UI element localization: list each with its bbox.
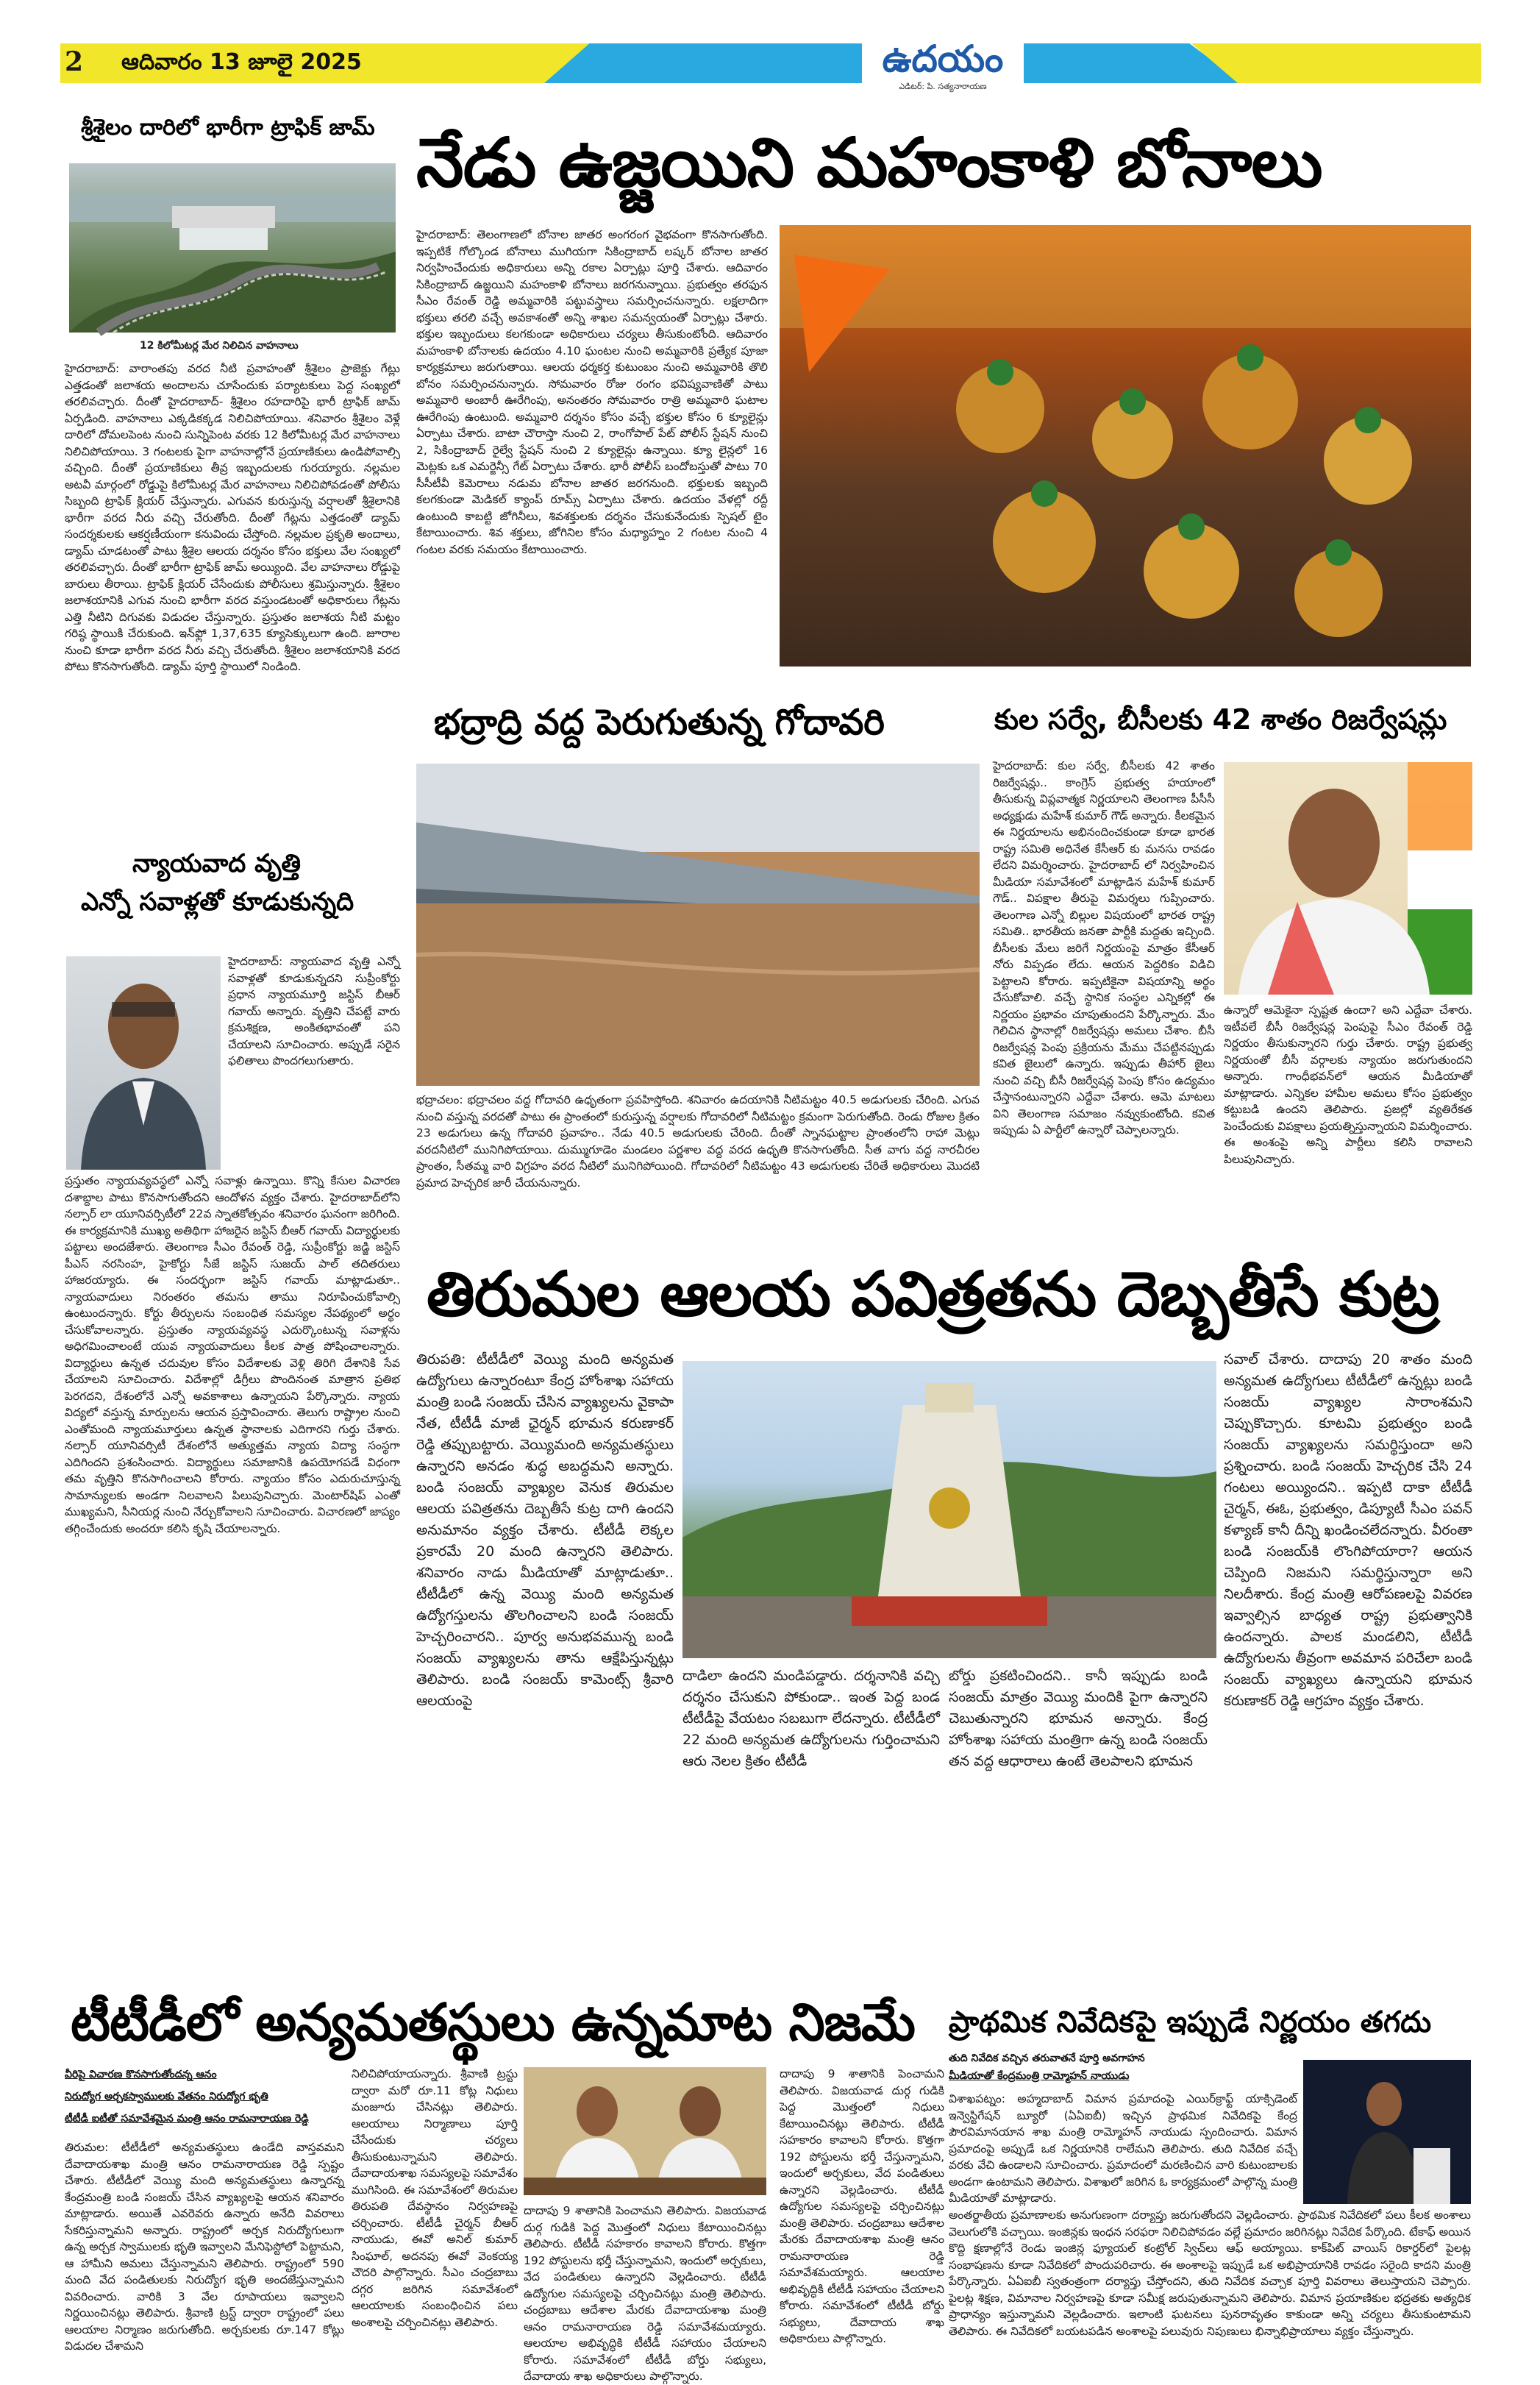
traffic-photo xyxy=(69,163,396,333)
tirumala-col4: సవాల్ చేశారు. దాదాపు 20 శాతం మంది అన్యమత ఉద్యోగులు టీటీడీలో ఉన్నట్లు బండి సంజయ్ వ్యాఖ్యల సారాంశమని చెప్పుకొచ్చారు. కూటమి ప్రభుత్వం బండి సంజయ్ వ్యాఖ్యలను సమర్థిస్తుందా అని ప్రశ్నించారు. బండి సంజయ్ హెచ్చరిక చేసి 24 గంటలు అయ్యిందని.. ఇప్పటి దాకా టీటీడీ చైర్మన్, ఈఓ, ప్రభుత్వం, డిప్యూటీ సీఎం పవన్ కళ్యాణ్ కానీ దీన్ని ఖండించలేదన్నారు. వీరంతా బండి సంజయ్‌కి లొంగిపోయారా? ఆయన చెప్పింది నిజమని సమర్థిస్తున్నారా అని నిలదీశారు. కేంద్ర మంత్రి ఆరోపణలపై వివరణ ఇవ్వాల్సిన బాధ్యత రాష్ట్ర ప్రభుత్వానికి ఉందన్నారు. పాలక మండలిని, టీటీడీ ఉద్యోగులను తీవ్రంగా అవమాన పరిచేలా బండి సంజయ్ వ్యాఖ్యలు ఉన్నాయని భూమన కరుణాకర్ రెడ్డి ఆగ్రహం వ్యక్తం చేశారు. xyxy=(1224,1351,1472,1709)
person-illustration xyxy=(66,956,221,1170)
ttd-photo xyxy=(524,2067,766,2195)
report-photo xyxy=(1303,2060,1471,2204)
page-number: 2 xyxy=(65,46,84,77)
masthead xyxy=(0,38,1540,91)
report-body-top: విశాఖపట్నం: అహ్మదాబాద్ విమాన ప్రమాదంపై ఎయిర్‌క్రాఫ్ట్ యాక్సిడెంట్ ఇన్వెస్టిగేషన్ బ్యూరో (ఏఏఐబీ) ఇచ్చిన ప్రాథమిక నివేదికపై కేంద్ర పౌరవిమానయాన శాఖ మంత్రి రామ్మోహన్ నాయుడు స్పందించారు. విమాన ప్రమాదంపై అప్పుడే ఒక నిర్ణయానికి రాలేమని తెలిపారు. తుది నివేదిక వచ్చే వరకు వేచి ఉండాలని సూచించారు. ప్రమాదంలో మరణించిన వారి కుటుంబాలకు అండగా ఉంటామని తెలిపారు. విశాఖలో జరిగిన ఓ కార్యక్రమంలో పాల్గొన్న మంత్రి మీడియాతో మాట్లాడారు. xyxy=(949,2092,1297,2205)
temple-illustration xyxy=(682,1361,1216,1658)
barrage-illustration xyxy=(416,764,980,1086)
ttd-col1: తిరుమల: టీటీడీలో అన్యమతస్థులు ఉండేది వాస్తవమని దేవాదాయశాఖ మంత్రి ఆనం రామనారాయణ రెడ్డి స్పష్టం చేశారు. టీటీడీలో వెయ్యి మంది అన్యమతస్థులు ఉన్నారన్న కేంద్రమంత్రి బండి సంజయ్ చేసిన వ్యాఖ్యలపై ఆయన శనివారం మాట్లాడారు. అయితే ఎవరెవరు ఉన్నారు అనేది వివరాలు సేకరిస్తున్నామని అన్నారు. రాష్ట్రంలో అర్చక నిరుద్యోగులుగా ఉన్న అర్చక స్వాములకు భృతి ఇవ్వాలని మేనిఫెస్టోలో పెట్టామని, ఆ హామీని అమలు చేస్తున్నామని తెలిపారు. రాష్ట్రంలో 590 మంది వేద పండితులకు నిరుద్యోగ భృతి అందజేస్తున్నామని వివరించారు. వారికి 3 వేల రూపాయలు ఇవ్వాలని నిర్ణయించినట్లు తెలిపారు. శ్రీవాణి ట్రస్ట్ ద్వారా రాష్ట్రంలో పలు ఆలయాల నిర్మాణం జరుగుతోంది. అర్చకులకు రూ.147 కోట్లు విడుదల చేశామని xyxy=(65,2141,344,2353)
ttd-headline: టీటీడీలో అన్యమతస్థులు ఉన్నమాట నిజమే xyxy=(71,1992,915,2052)
tirumala-photo xyxy=(682,1361,1216,1658)
lawyer-photo xyxy=(66,956,221,1170)
ttd-kicker2: నిరుద్యోగ అర్చకస్వాములకు వేతనం నిరుద్యోగ భృతి xyxy=(65,2091,268,2103)
ttd-col2: నిలిచిపోయాయన్నారు. శ్రీవాణి ట్రస్టు ద్వారా మరో రూ.11 కోట్ల నిధులు మంజూరు చేసినట్లు తెలిపారు. ఆలయాలు నిర్మాణాలు పూర్తి చేసేందుకు చర్యలు తీసుకుంటున్నామని తెలిపారు. దేవాదాయశాఖ సమస్యలపై సమావేశం ముగిసింది. ఈ సమావేశంలో తిరుమల తిరుపతి దేవస్థానం నిర్వహణపై చర్చించారు. టీటీడీ చైర్మన్ బీఆర్ నాయుడు, ఈవో అనిల్ కుమార్ సింఘాల్, అదనపు ఈవో వెంకయ్య చౌదరి పాల్గొన్నారు. సీఎం చంద్రబాబు దగ్గర జరిగిన సమావేశంలో ఆలయాలకు సంబంధించిన పలు అంశాలపై చర్చించినట్లు తెలిపారు. xyxy=(352,2067,518,2329)
traffic-photo-caption: 12 కిలోమీటర్ల మేర నిలిచిన వాహనాలు xyxy=(140,340,299,352)
bonalu-body: హైదరాబాద్: తెలంగాణలో బోనాల జాతర అంగరంగ వైభవంగా కొనసాగుతోంది. ఇప్పటికే గోల్కొండ బోనాలు ముగియగా సికింద్రాబాద్ లష్కర్ బోనాల జాతర నిర్వహించేందుకు అధికారులు అన్ని రకాల ఏర్పాట్లు పూర్తి చేశారు. ఆదివారం సికింద్రాబాద్ ఉజ్జయిని మహంకాళి బోనాలు జరగనున్నాయి. ప్రభుత్వం తరఫున సీఎం రేవంత్ రెడ్డి అమ్మవారికి పట్టువస్త్రాలు సమర్పించనున్నారు. లక్షలాదిగా భక్తులు తరలి వచ్చే అవకాశంతో అన్ని శాఖల సమన్వయంతో ఏర్పాట్లు చేశారు. భక్తుల ఇబ్బందులు కలగకుండా అధికారులు చర్యలు తీసుకుంటోంది. ఆదివారం మహంకాళి బోనాలకు ఉదయం 4.10 ఘంటల నుంచి అమ్మవారికి ప్రత్యేక పూజా కార్యక్రమాలు జరుగుతాయి. ఆలయ ధర్మకర్త కుటుంబం నుంచి అమ్మవారికి తొలి బోనం సమర్పించనున్నారు. సోమవారం రోజు రంగం భవిష్యవాణితో పాటు అమ్మవారి అంబారీ ఊరేగింపు, అనంతరం సోమవారం రాత్రి అమ్మవారి ఘటాల ఊరేగింపు ఉంటుంది. అమ్మవారి దర్శనం కోసం వచ్చే భక్తుల కోసం 6 క్యూలైన్లు ఏర్పాటు చేశారు. బాటా చౌరాస్తా నుంచి 2, రాంగోపాల్ పేట్ పోలీస్ స్టేషన్ నుంచి 2, సికింద్రాబాద్ రైల్వే స్టేషన్ నుంచి 2 క్యూలైన్లు ఉన్నాయి. క్యూ లైన్లలో 16 మెట్లకు ఒక ఎమర్జెన్సీ గేట్ ఏర్పాటు చేశారు. భారీ పోలీస్ బందోబస్తుతో పాటు 70 సీసీటీవీ కెమెరాలు నడుమ బోనాల జాతర జరగనుంది. భక్తులకు ఇబ్బంది కలగకుండా మెడికల్ క్యాంప్ రూమ్స్ ఏర్పాటు చేశారు. ఉదయం వేళల్లో రద్దీ ఉంటుంది కాబట్టి జోగినీలు, శివశక్తులకు దర్శనం చేసుకునేందుకు స్పెషల్ టైం కేటాయించారు. శివ శక్తులు, జోగినిల కోసం మధ్యాహ్నం 2 గంటల నుంచి 4 గంటల వరకు సమయం కేటాయించారు. xyxy=(416,228,768,556)
lawyer-headline-line2: ఎన్నో సవాళ్లతో కూడుకున్నది xyxy=(81,887,354,917)
minister-illustration xyxy=(1303,2060,1471,2204)
bonalu-photo xyxy=(780,225,1471,667)
census-body-left: హైదరాబాద్: కుల సర్వే, బీసీలకు 42 శాతం రిజర్వేషన్లు.. కాంగ్రెస్ ప్రభుత్వ హయాంలో తీసుకున్న విప్లవాత్మక నిర్ణయాలని తెలంగాణ పీసీసీ అధ్యక్షుడు మహేశ్ కుమార్ గౌడ్ అన్నారు. కీలకమైన ఈ నిర్ణయాలను అభినందించకుండా కూడా భారత రాష్ట్ర సమితి అధినేత కేసీఆర్ కు మనసు రావడం లేదని విమర్శించారు. హైదరాబాద్ లో నిర్వహించిన మీడియా సమావేశంలో మాట్లాడిన మహేశ్ కుమార్ గౌడ్.. విపక్షాల తీరుపై విమర్శలు గుప్పించారు. తెలంగాణ ఎన్నో బిల్లుల విషయంలో భారత రాష్ట్ర సమితి.. భారతీయ జనతా పార్టీకి మద్దతు ఇచ్చింది. బీసీలకు మేలు జరిగే నిర్ణయంపై మాత్రం కేసీఆర్ నోరు విప్పడం లేదు. ఆయన పెద్దరికం విడిచి పెట్టాలని కోరారు. ఇప్పటికైనా విషయాన్ని అర్థం చేసుకోవాలి. వచ్చే స్థానిక సంస్థల ఎన్నికల్లో ఈ నిర్ణయం ప్రభావం చూపుతుందని పేర్కొన్నారు. మేం గెలిచిన స్థానాల్లో రిజర్వేషన్లు అమలు చేశాం. బీసీ రిజర్వేషన్ల పెంపు ప్రక్రియను మేము చేపట్టినప్పుడు కవిత జైలులో ఉన్నారు. ఇప్పుడు తీహార్ జైలు నుంచి వచ్చి బీసీ రిజర్వేషన్ల పెంపు కోసం ఉద్యమం చేస్తానంటున్నారని ఎద్దేవా చేశారు. ఆమె మాటలు విని తెలంగాణ సమాజం నవ్వుకుంటోంది. కవిత ఇప్పుడు ఏ పార్టీలో ఉన్నారో చెప్పాలన్నారు. xyxy=(993,759,1215,1137)
lawyer-body-intro: హైదరాబాద్: న్యాయవాద వృత్తి ఎన్నో సవాళ్లతో కూడుకున్నదని సుప్రీంకోర్టు ప్రధాన న్యాయమూర్తి జస్టిస్ బీఆర్ గవాయ్ అన్నారు. వృత్తిని చేపట్టే వారు క్రమశిక్షణ, అంకితభావంతో పని చేయాలని సూచించారు. అప్పుడే సరైన ఫలితాలు పొందగలుగుతారు. xyxy=(228,955,400,1067)
tirumala-col3: బోర్డు ప్రకటించిందని.. కానీ ఇప్పుడు బండి సంజయ్ మాత్రం వెయ్యి మందికి పైగా ఉన్నారని చెబుతున్నారని భూమన అన్నారు. కేంద్ర హోంశాఖ సహాయ మంత్రిగా ఉన్న బండి సంజయ్ తన వద్ద ఆధారాలు ఉంటే తెలపాలని భూమన xyxy=(949,1668,1208,1769)
census-headline: కుల సర్వే, బీసీలకు 42 శాతం రిజర్వేషన్లు xyxy=(994,703,1447,736)
lawyer-body: ప్రస్తుతం న్యాయవ్యవస్థలో ఎన్నో సవాళ్లు ఉన్నాయి. కొన్ని కేసుల విచారణ దశాబ్దాల పాటు కొనసాగుతోందని ఆందోళన వ్యక్తం చేశారు. హైదరాబాద్‌లోని నల్సార్ లా యూనివర్సిటీలో 22వ స్నాతకోత్సవం శనివారం ఘనంగా జరిగింది. ఈ కార్యక్రమానికి ముఖ్య అతిథిగా హాజరైన జస్టిస్ బీఆర్ గవాయ్ విద్యార్థులకు పట్టాలు అందజేశారు. తెలంగాణ సీఎం రేవంత్ రెడ్డి, సుప్రీంకోర్టు జడ్జి జస్టిస్ పీఎస్ నరసింహ, హైకోర్టు సీజే జస్టిస్ సుజయ్ పాల్ తదితరులు హాజరయ్యారు. ఈ సందర్భంగా జస్టిస్ గవాయ్ మాట్లాడుతూ.. న్యాయవాదులు నిరంతరం తమను తాము నిరూపించుకోవాల్సి ఉంటుందన్నారు. కోర్టు తీర్పులను సంబంధిత సమస్యల నేపథ్యంలో అర్థం చేసుకోవాలన్నారు. ప్రస్తుతం న్యాయవ్యవస్థ ఎదుర్కొంటున్న సవాళ్లను అధిగమించాలంటే యువ న్యాయవాదులు కీలక పాత్ర పోషించాలన్నారు. విద్యార్థులు ఉన్నత చదువుల కోసం విదేశాలకు వెళ్లి తిరిగి దేశానికి సేవ చేయాలని సూచించారు. విదేశాల్లో డిగ్రీలు పొందినంత మాత్రాన ప్రతిభ పెరగదని, దేశంలోనే ఎన్నో అవకాశాలు ఉన్నాయని పేర్కొన్నారు. న్యాయ విద్యలో వస్తున్న మార్పులను ఆయన ప్రస్తావించారు. తెలుగు రాష్ట్రాల నుంచి ఎంతోమంది న్యాయమూర్తులు ఉన్నత స్థానాలకు ఎదిగారని గుర్తు చేశారు. నల్సార్ యూనివర్సిటీ దేశంలోనే అత్యుత్తమ న్యాయ విద్యా సంస్థగా ఎదిగిందని ప్రశంసించారు. విద్యార్థులు సమాజానికి ఉపయోగపడే విధంగా తమ వృత్తిని కొనసాగించాలని కోరారు. న్యాయం కోసం ఎదురుచూస్తున్న సామాన్యులకు అండగా నిలవాలని పిలుపునిచ్చారు. మెంటార్‌షిప్ ఎంతో ముఖ్యమని, సీనియర్ల నుంచి నేర్చుకోవాలని సూచించారు. విచారణలో జాప్యం తగ్గించేందుకు అందరూ కలిసి కృషి చేయాలన్నారు. xyxy=(65,1174,400,1535)
masthead-cyan-left xyxy=(544,43,868,83)
report-body-bottom: అంతర్జాతీయ ప్రమాణాలకు అనుగుణంగా దర్యాప్తు జరుగుతోందని వెల్లడించారు. ప్రాథమిక నివేదికలో పలు కీలక అంశాలు వెలుగులోకి వచ్చాయి. ఇంజిన్లకు ఇంధన సరఫరా నిలిచిపోవడం వల్లే ప్రమాదం జరిగినట్లు నివేదిక పేర్కొంది. టేకాఫ్ అయిన కొద్ది క్షణాల్లోనే రెండు ఇంజిన్ల ఫ్యూయల్ కంట్రోల్ స్విచ్‌లు ఆఫ్ అయ్యాయి. కాక్‌పిట్ వాయిస్ రికార్డర్‌లో పైలట్ల సంభాషణను కూడా నివేదికలో పొందుపరిచారు. ఈ అంశాలపై ఇప్పుడే ఒక అభిప్రాయానికి రావడం సరైంది కాదని మంత్రి పేర్కొన్నారు. ఏఏఐబీ స్వతంత్రంగా దర్యాప్తు చేస్తోందని, తుది నివేదిక వచ్చాక పూర్తి వివరాలు తెలుస్తాయని చెప్పారు. పైలట్ల శిక్షణ, విమానాల నిర్వహణపై కూడా సమీక్ష జరుపుతున్నామని తెలిపారు. విమాన ప్రయాణికుల భద్రతకు అత్యధిక ప్రాధాన్యం ఇస్తున్నామని వెల్లడించారు. ఇలాంటి ఘటనలు పునరావృతం కాకుండా అన్ని చర్యలు తీసుకుంటామని తెలిపారు. ఈ నివేదికలో బయటపడిన అంశాలపై పలువురు నిపుణులు భిన్నాభిప్రాయాలు వ్యక్తం చేస్తున్నారు. xyxy=(949,2208,1471,2338)
bonalu-headline: నేడు ఉజ్జయిని మహంకాళి బోనాలు xyxy=(416,124,1322,202)
census-photo xyxy=(1224,762,1472,995)
ttd-col2b: దాదాపు 9 శాతానికి పెంచామని తెలిపారు. విజయవాడ దుర్గ గుడికి పెద్ద మొత్తంలో నిధులు కేటాయించినట్లు తెలిపారు. టీటీడీ సహకారం కావాలని కోరారు. కొత్తగా 192 పోస్టులను భర్తీ చేస్తున్నామని, ఇందులో అర్చకులు, వేద పండితులు ఉన్నారని వెల్లడించారు. టీటీడీ ఉద్యోగుల సమస్యలపై చర్చించినట్లు మంత్రి తెలిపారు. చంద్రబాబు ఆదేశాల మేరకు దేవాదాయశాఖ మంత్రి ఆనం రామనారాయణ రెడ్డి సమావేశమయ్యారు. ఆలయాల అభివృద్ధికి టీటీడీ సహాయం చేయాలని కోరారు. సమావేశంలో టీటీడీ బోర్డు సభ్యులు, దేవాదాయ శాఖ అధికారులు పాల్గొన్నారు. xyxy=(524,2204,766,2383)
godavari-photo xyxy=(416,764,980,1086)
tirumala-headline: తిరుమల ఆలయ పవిత్రతను దెబ్బతీసే కుట్ర xyxy=(427,1258,1439,1330)
tirumala-col2: దాడిలా ఉందని మండిపడ్డారు. దర్శనానికి వచ్చి దర్శనం చేసుకుని పోకుండా.. ఇంత పెద్ద బండ టీటీడీపై వేయటం సబబుగా లేదన్నారు. టీటీడీలో 22 మంది అన్యమత ఉద్యోగులను గుర్తించామని ఆరు నెలల క్రితం టీటీడీ xyxy=(682,1668,940,1769)
ttd-col3: దాదాపు 9 శాతానికి పెంచామని తెలిపారు. విజయవాడ దుర్గ గుడికి పెద్ద మొత్తంలో నిధులు కేటాయించినట్లు తెలిపారు. టీటీడీ సహకారం కావాలని కోరారు. కొత్తగా 192 పోస్టులను భర్తీ చేస్తున్నామని, ఇందులో అర్చకులు, వేద పండితులు ఉన్నారని వెల్లడించారు. టీటీడీ ఉద్యోగుల సమస్యలపై చర్చించినట్లు మంత్రి తెలిపారు. చంద్రబాబు ఆదేశాల మేరకు దేవాదాయశాఖ మంత్రి ఆనం రామనారాయణ రెడ్డి సమావేశమయ్యారు. ఆలయాల అభివృద్ధికి టీటీడీ సహాయం చేయాలని కోరారు. సమావేశంలో టీటీడీ బోర్డు సభ్యులు, దేవాదాయ శాఖ అధికారులు పాల్గొన్నారు. xyxy=(780,2067,944,2345)
traffic-body: హైదరాబాద్: వారాంతపు వరద నీటి ప్రవాహంతో శ్రీశైలం ప్రాజెక్టు గేట్లు ఎత్తడంతో జలాశయ అందాలను చూసేందుకు పర్యాటకులు పెద్ద సంఖ్యలో తరలివచ్చారు. దీంతో హైదరాబాద్- శ్రీశైలం రహదారిపై భారీ ట్రాఫిక్ జామ్ ఏర్పడింది. వాహనాలు ఎక్కడికక్కడ నిలిచిపోయాయి. శనివారం శ్రీశైలం వెళ్లే దారిలో దోమలపెంట నుంచి సున్నిపెంట వరకు 12 కిలోమీటర్ల మేర వాహనాలు నిలిచిపోయాయి. 3 గంటలకు పైగా వాహనాల్లోనే ప్రయాణికులు ఉండిపోవాల్సి వచ్చింది. దీంతో ప్రయాణికులు తీవ్ర ఇబ్బందులకు గురయ్యారు. నల్లమల అటవీ మార్గంలో రోడ్డుపై కిలోమీటర్ల మేర వాహనాలు నిలిచిపోవడంతో పోలీసు సిబ్బంది ట్రాఫిక్ క్లియర్ చేస్తున్నారు. ఎగువన కురుస్తున్న వర్షాలతో శ్రీశైలానికి భారీగా వరద నీరు వచ్చి చేరుతోంది. దీంతో గేట్లను ఎత్తడంతో డ్యామ్ సందర్శకులకు ఆకర్షణీయంగా కనువిందు చేస్తోంది. నల్లమల ప్రకృతి అందాలు, డ్యామ్ చూడటంతో పాటు శ్రీశైల ఆలయ దర్శనం కోసం భక్తులు వేల సంఖ్యలో తరలివచ్చారు. దీంతో భారీగా ట్రాఫిక్ జామ్ అయ్యింది. వేల వాహనాలు రోడ్డుపై బారులు తీరాయి. ట్రాఫిక్ క్లియర్ చేసేందుకు పోలీసులు శ్రమిస్తున్నారు. శ్రీశైలం జలాశయానికి ఎగువ నుంచి భారీగా వరద వస్తుండటంతో అధికారులు గేట్లను ఎత్తి నీటిని దిగువకు విడుదల చేస్తున్నారు. ప్రస్తుతం జలాశయ నీటి మట్టం గరిష్ఠ స్థాయికి చేరుకుంది. ఇన్‌ఫ్లో 1,37,635 క్యూసెక్కులుగా ఉంది. జూరాల నుంచి కూడా భారీగా వరద నీరు వచ్చి చేరుతోంది. శ్రీశైలం జలాశయానికి వరద పోటు కొనసాగుతోంది. డ్యామ్ పూర్తి స్థాయిలో నిండింది. xyxy=(65,362,400,673)
date-line: ఆదివారం 13 జూలై 2025 xyxy=(121,49,362,75)
report-kicker2: మీడియాతో కేంద్రమంత్రి రామ్మోహన్ నాయుడు xyxy=(949,2070,1130,2082)
bonalu-crowd-illustration xyxy=(780,225,1471,667)
ttd-kicker1: వీరిపై విచారణ కొనసాగుతోందన్న ఆనం xyxy=(65,2069,217,2080)
lawyer-headline-line1: న్యాయవాద వృత్తి xyxy=(132,849,301,878)
godavari-body: భద్రాచలం: భద్రాచలం వద్ద గోదావరి ఉధృతంగా ప్రవహిస్తోంది. శనివారం ఉదయానికి నీటిమట్టం 40.5 అడుగులకు చేరింది. ఎగువ నుంచి వస్తున్న వరదతో పాటు ఈ ప్రాంతంలో కురుస్తున్న వర్షాలకు గోదావరిలో నీటిమట్టం క్రమంగా పెరుగుతోంది. రెండు రోజుల క్రితం 23 అడుగులు ఉన్న గోదావరి ప్రవాహం.. నేడు 40.5 అడుగులకు చేరింది. దీంతో స్నానఘట్టాల ప్రాంతంలోని రాహా మెట్లు వరదనీటిలో మునిగిపోయాయి. దుమ్ముగూడెం మండలం పర్ణశాల వద్ద వరద ఉధృతి కొనసాగుతోంది. సీత వాగు వద్ద నారచీరల ప్రాంతం, సీతమ్మ వారి విగ్రహం వరద నీటిలో మునిగిపోయింది. గోదావరిలో నీటిమట్టం 43 అడుగులకు చేరితే అధికారులు మొదటి ప్రమాద హెచ్చరిక జారీ చేయనున్నారు. xyxy=(416,1093,980,1190)
ttd-kicker3: టీటీడీ ఐటీతో సమావేశమైన మంత్రి ఆనం రామనారాయణ రెడ్డి xyxy=(65,2113,309,2125)
masthead-yellow-right xyxy=(1191,43,1481,83)
meeting-illustration xyxy=(524,2067,766,2195)
logo-tagline: ఎడిటర్: పి. సత్యనారాయణ xyxy=(899,82,987,91)
report-headline: ప్రాథమిక నివేదికపై ఇప్పుడే నిర్ణయం తగదు xyxy=(949,2005,1432,2039)
politician-illustration xyxy=(1224,762,1472,995)
traffic-headline: శ్రీశైలం దారిలో భారీగా ట్రాఫిక్ జామ్ xyxy=(81,115,375,141)
godavari-headline: భద్రాద్రి వద్ద పెరుగుతున్న గోదావరి xyxy=(434,702,885,743)
report-kicker1: తుది నివేదిక వచ్చిన తరువాతనే పూర్తి అవగాహన xyxy=(949,2052,1145,2064)
dam-illustration xyxy=(69,163,396,333)
tirumala-col1: తిరుపతి: టీటీడీలో వెయ్యి మంది అన్యమత ఉద్యోగులు ఉన్నారంటూ కేంద్ర హోంశాఖ సహాయ మంత్రి బండి సంజయ్ చేసిన వ్యాఖ్యలను వైకాపా నేత, టీటీడీ మాజీ ఛైర్మన్ భూమన కరుణాకర్ రెడ్డి తప్పుబట్టారు. వెయ్యిమంది అన్యమతస్థులు ఉన్నారని అనడం శుద్ధ అబద్ధమని అన్నారు. బండి సంజయ్ వ్యాఖ్యల వెనుక తిరుమల ఆలయ పవిత్రతను దెబ్బతీసే కుట్ర దాగి ఉందని అనుమానం వ్యక్తం చేశారు. టీటీడీ లెక్కల ప్రకారమే 20 మంది ఉన్నారని తెలిపారు. శనివారం నాడు మీడియాతో మాట్లాడుతూ.. టీటీడీలో ఉన్న వెయ్యి మంది అన్యమత ఉద్యోగస్తులను తొలగించాలని బండి సంజయ్ హెచ్చరించారని.. పూర్వ అనుభవమున్న బండి సంజయ్ వ్యాఖ్యలను తాను ఆక్షేపిస్తున్నట్లు తెలిపారు. బండి సంజయ్ కామెంట్స్ శ్రీవారి ఆలయంపై xyxy=(416,1351,674,1709)
census-body-right: ఉన్నారో ఆమెకైనా స్పష్టత ఉందా? అని ఎద్దేవా చేశారు. ఇటీవలే బీసీ రిజర్వేషన్ల పెంపుపై సీఎం రేవంత్ రెడ్డి నిర్ణయం తీసుకున్నారని గుర్తు చేశారు. రాష్ట్ర ప్రభుత్వ నిర్ణయంతో బీసీ వర్గాలకు న్యాయం జరుగుతుందని అన్నారు. గాంధీభవన్‌లో ఆయన మీడియాతో మాట్లాడారు. ఎన్నికల హామీల అమలు కోసం ప్రభుత్వం కట్టుబడి ఉందని తెలిపారు. ప్రజల్లో వ్యతిరేకత పెంచేందుకు విపక్షాలు ప్రయత్నిస్తున్నాయని విమర్శించారు. ఈ అంశంపై అన్ని పార్టీలు కలిసి రావాలని పిలుపునిచ్చారు. xyxy=(1224,1003,1472,1166)
logo: ఉదయం xyxy=(882,38,1004,80)
